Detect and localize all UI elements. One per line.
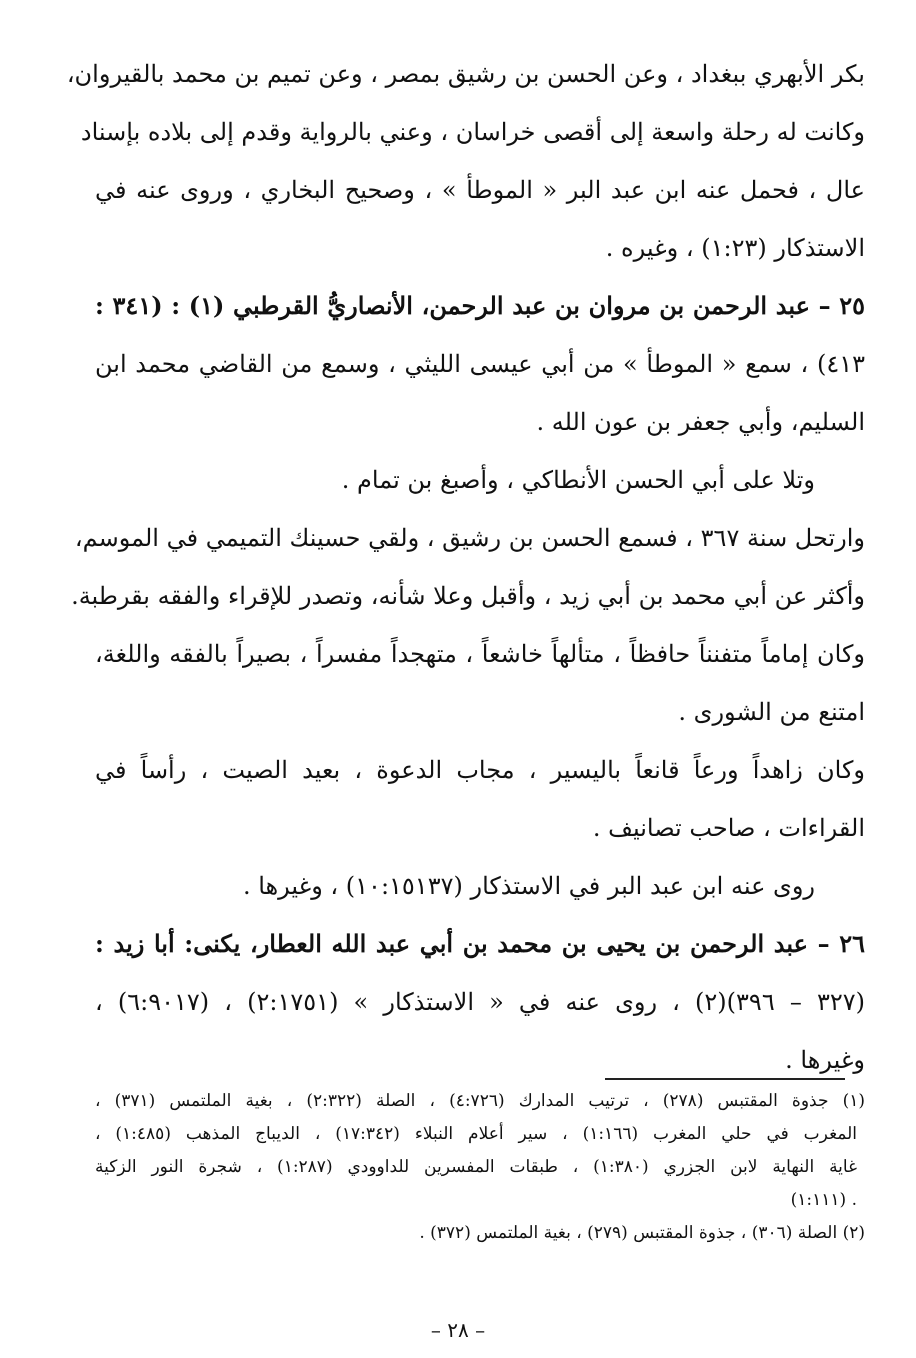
main-text <box>66 45 866 1089</box>
text-line: بكر الأبهري ببغداد ، وعن الحسن بن رشيق بمصر ، وعن تميم بن محمد بالقيروان، <box>66 60 865 88</box>
footnote-line: (١) جذوة المقتبس (٢٧٨) ، ترتيب المدارك (٤:٧٢٦) ، الصلة (٢:٣٢٢) ، بغية الملتمس (٣٧١) ، <box>95 1091 865 1111</box>
page-number: – ٢٨ – <box>430 1318 486 1342</box>
text-line: (٣٢٧ – ٣٩٦)(٢) ، روى عنه في « الاستذكار » (٢:١٧٥١) ، (٦:٩٠١٧) ، <box>95 988 865 1016</box>
text-line: القراءات ، صاحب تصانيف . <box>592 814 865 842</box>
text-line: عال ، فحمل عنه ابن عبد البر « الموطأ » ، وصحيح البخاري ، وروى عنه في <box>95 176 865 204</box>
text-line: وكان إماماً متفنناً حافظاً ، متألهاً خاشعاً ، متهجداً مفسراً ، بصيراً بالفقه واللغة، <box>95 640 865 668</box>
footnote-line: (١:١١١) . <box>790 1190 857 1210</box>
footnote-line: المغرب في حلي المغرب (١:١٦٦) ، سير أعلام النبلاء (١٧:٣٤٢) ، الديباج المذهب (١:٤٨٥) ، <box>95 1124 857 1144</box>
text-line: السليم، وأبي جعفر بن عون الله . <box>536 408 865 436</box>
text-line: وأكثر عن أبي محمد بن أبي زيد ، وأقبل وعلا شأنه، وتصدر للإقراء والفقه بقرطبة. <box>71 582 865 610</box>
text-line: الاستذكار (١:٢٣) ، وغيره . <box>605 234 865 262</box>
footnote-line: (٢) الصلة (٣٠٦) ، جذوة المقتبس (٢٧٩) ، بغية الملتمس (٣٧٢) . <box>419 1223 865 1243</box>
footnotes <box>95 1085 865 1250</box>
text-line: وارتحل سنة ٣٦٧ ، فسمع الحسن بن رشيق ، ولقي حسينك التميمي في الموسم، <box>74 524 865 552</box>
footnote-line: غاية النهاية لابن الجزري (١:٣٨٠) ، طبقات المفسرين للداوودي (١:٢٨٧) ، شجرة النور الزكية <box>95 1157 857 1177</box>
text-line: وكانت له رحلة واسعة إلى أقصى خراسان ، وعني بالرواية وقدم إلى بلاده بإسناد <box>80 118 865 146</box>
entry-heading-26: ٢٦ – عبد الرحمن بن يحيى بن محمد بن أبي عبد الله العطار، يكنى: أبا زيد : <box>95 929 865 958</box>
text-line: روى عنه ابن عبد البر في الاستذكار (١٠:١٥١٣٧) ، وغيرها . <box>242 872 815 900</box>
footnote-divider <box>605 1078 845 1080</box>
text-line: وغيرها . <box>785 1046 865 1074</box>
text-line: امتنع من الشورى . <box>678 698 865 726</box>
text-line: وتلا على أبي الحسن الأنطاكي ، وأصبغ بن تمام . <box>341 466 815 494</box>
text-line: ٤١٣) ، سمع « الموطأ » من أبي عيسى الليثي ، وسمع من القاضي محمد ابن <box>95 350 865 378</box>
entry-heading-25: ٢٥ – عبد الرحمن بن مروان بن عبد الرحمن، الأنصاريُّ القرطبي (١) : (٣٤١ : <box>95 291 866 320</box>
text-line: وكان زاهداً ورعاً قانعاً باليسير ، مجاب الدعوة ، بعيد الصيت ، رأساً في <box>95 756 865 784</box>
